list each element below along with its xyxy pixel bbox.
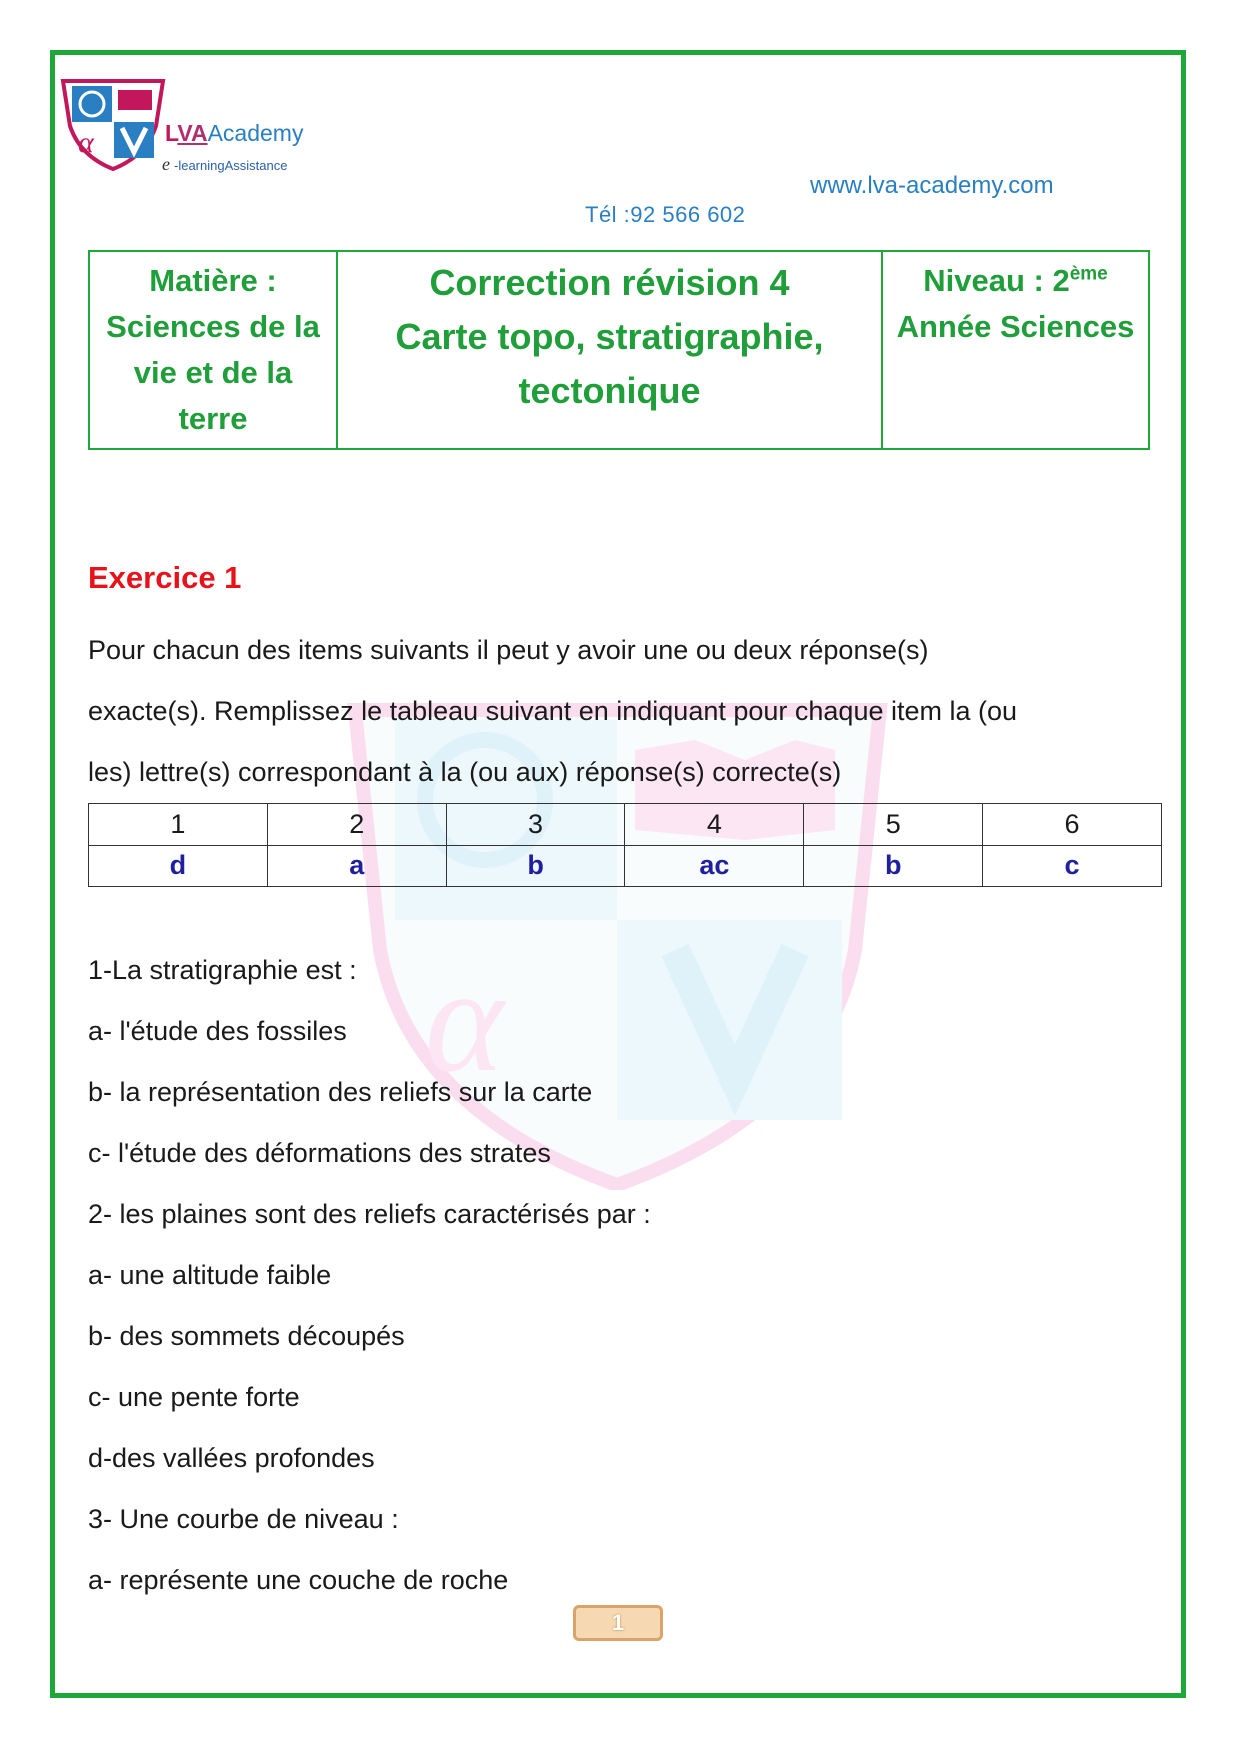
level-label: Niveau : 2 <box>923 263 1070 298</box>
document-subtitle: Carte topo, stratigraphie, tectonique <box>395 316 824 411</box>
subject-value: Sciences de la vie et de la terre <box>106 309 320 436</box>
level-cell <box>882 251 1149 449</box>
item-number: 6 <box>983 804 1162 846</box>
question-line: 1-La stratigraphie est : <box>88 955 357 985</box>
exercise-instructions <box>88 620 1148 803</box>
subject-cell <box>89 251 337 449</box>
item-answer: d <box>89 845 268 887</box>
question-line: b- la représentation des reliefs sur la carte <box>88 1077 593 1107</box>
website-link[interactable]: www.lva-academy.com <box>810 172 1054 199</box>
item-answer: b <box>446 845 625 887</box>
question-line: a- l'étude des fossiles <box>88 1016 347 1046</box>
exercise-title: Exercice 1 <box>88 560 242 595</box>
lva-academy-logo <box>58 76 168 171</box>
document-info-table <box>88 250 1150 450</box>
brand-name-va: VA <box>177 120 208 146</box>
item-number: 4 <box>625 804 804 846</box>
question-line: 2- les plaines sont des reliefs caractérisés par : <box>88 1199 651 1229</box>
document-title: Correction révision 4 <box>429 262 790 303</box>
instruction-line: Pour chacun des items suivants il peut y avoir une ou deux réponse(s) <box>88 635 929 665</box>
question-line: a- une altitude faible <box>88 1260 332 1290</box>
item-answer: b <box>804 845 983 887</box>
question-line: 3- Une courbe de niveau : <box>88 1504 399 1534</box>
phone-number: Tél :92 566 602 <box>585 202 746 227</box>
level-superscript: ème <box>1069 263 1108 285</box>
question-line: c- l'étude des déformations des strates <box>88 1138 551 1168</box>
subject-label: Matière : <box>149 263 277 298</box>
brand-tagline-e: e <box>162 154 170 174</box>
item-number: 1 <box>89 804 268 846</box>
answer-table-answer-row <box>89 845 1162 887</box>
level-value: Année Sciences <box>896 309 1135 344</box>
page-number: 1 <box>573 1605 663 1641</box>
question-line: d-des vallées profondes <box>88 1443 375 1473</box>
question-line: b- des sommets découpés <box>88 1321 405 1351</box>
brand-name-l: L <box>165 120 178 146</box>
item-number: 3 <box>446 804 625 846</box>
item-answer: ac <box>625 845 804 887</box>
item-number: 5 <box>804 804 983 846</box>
svg-text:α: α <box>78 126 94 159</box>
brand-name <box>165 120 303 147</box>
answer-table-header-row <box>89 804 1162 846</box>
item-answer: c <box>983 845 1162 887</box>
question-line: c- une pente forte <box>88 1382 300 1412</box>
brand-name-academy: Academy <box>207 120 304 146</box>
brand-tagline-text: -learningAssistance <box>174 158 288 173</box>
title-cell <box>337 251 882 449</box>
item-answer: a <box>267 845 446 887</box>
instruction-line: les) lettre(s) correspondant à la (ou aux) réponse(s) correcte(s) <box>88 757 842 787</box>
question-line: a- représente une couche de roche <box>88 1565 509 1595</box>
brand-tagline <box>162 154 287 175</box>
svg-text:α: α <box>425 937 504 1103</box>
instruction-line: exacte(s). Remplissez le tableau suivant en indiquant pour chaque item la (ou <box>88 696 1018 726</box>
question-list <box>88 940 651 1611</box>
item-number: 2 <box>267 804 446 846</box>
answer-table <box>88 803 1162 887</box>
